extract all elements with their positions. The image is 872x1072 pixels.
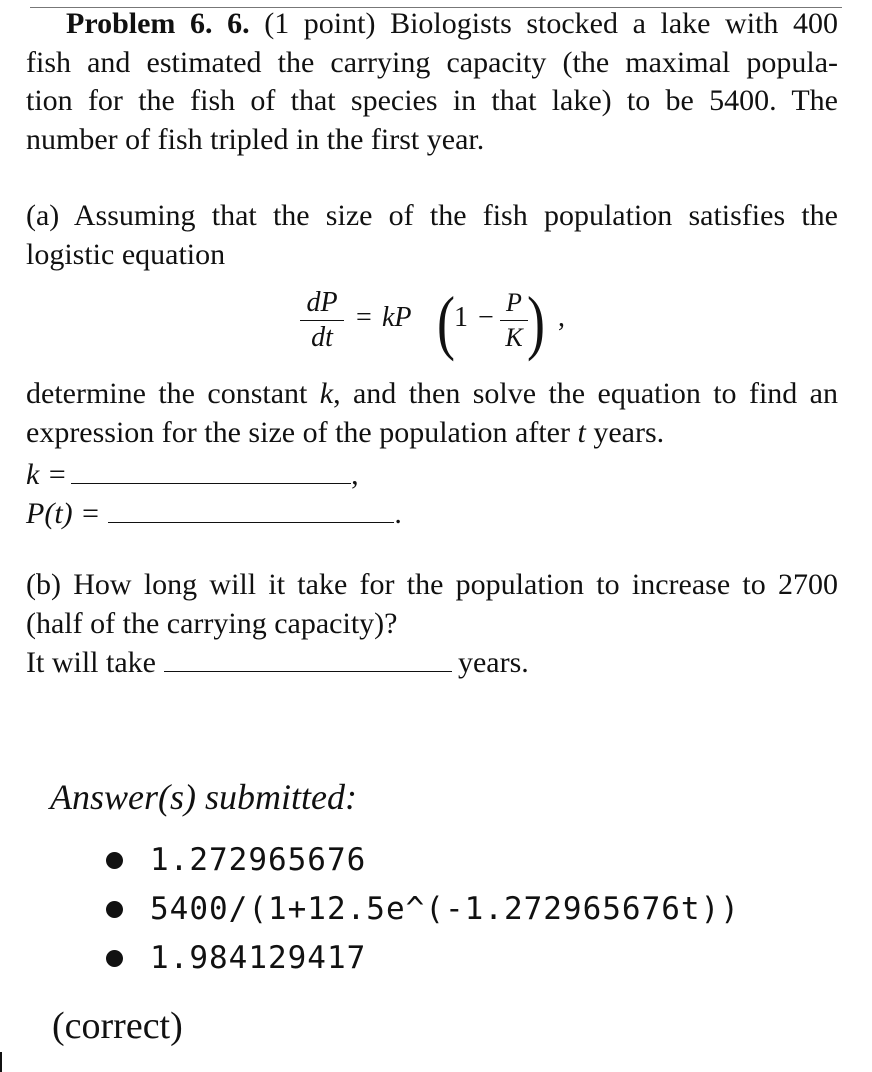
problem-text-1: Biologists stocked a lake with 400 — [390, 7, 838, 40]
det-text-2b: years. — [585, 415, 665, 449]
submitted-answers-list — [104, 838, 740, 985]
det-line-1 — [26, 375, 838, 414]
problem-statement — [26, 5, 838, 159]
submitted-answer-2 — [104, 887, 740, 936]
left-paren: ( — [436, 282, 455, 362]
det-text-2a: expression for the size of the population after — [26, 415, 578, 449]
formula-comma: , — [558, 302, 565, 333]
p-label: P(t) = — [26, 497, 101, 530]
problem-points: (1 point) — [264, 7, 376, 40]
answer-text: 1.272965676 — [150, 842, 367, 878]
det-line-2 — [26, 414, 838, 453]
p-answer-blank[interactable] — [108, 500, 394, 523]
ratio-denominator: K — [505, 323, 523, 352]
minus-sign: − — [478, 302, 494, 333]
answers-submitted-heading: Answer(s) submitted: — [50, 777, 357, 817]
bullet-icon — [106, 852, 123, 869]
answer-text: 1.984129417 — [150, 940, 367, 976]
problem-line-1 — [26, 5, 838, 44]
part-b-line-2: (half of the carrying capacity)? — [26, 606, 398, 640]
part-b-line-1: (b) How long will it take for the population to increase to 2700 — [26, 568, 838, 601]
edge-marker — [0, 1052, 2, 1072]
part-b-question — [26, 566, 838, 643]
equals-sign: = — [356, 302, 372, 333]
time-suffix: years. — [457, 646, 529, 679]
part-a-intro — [26, 197, 838, 274]
part-a-line-2: logistic equation — [26, 237, 226, 271]
ratio-numerator: P — [506, 288, 522, 317]
answer-text: 5400/(1+12.5e^(-1.272965676t)) — [150, 891, 740, 927]
det-text-1b: , and then solve the equation to find an — [333, 377, 838, 410]
submitted-answer-3 — [104, 936, 740, 985]
k-suffix: , — [351, 458, 359, 491]
logistic-equation — [300, 282, 620, 372]
problem-line-2: fish and estimated the carrying capacity (the maximal popula- — [26, 45, 838, 79]
time-prefix: It will take — [26, 646, 156, 679]
part-a-line-1: (a) Assuming that the size of the fish population satisfies the — [26, 199, 838, 232]
time-answer-blank[interactable] — [164, 649, 452, 672]
problem-heading: Problem 6. 6. — [66, 7, 250, 40]
derivative-fraction — [300, 286, 344, 355]
p-suffix: . — [394, 497, 402, 530]
det-t-symbol: t — [577, 415, 586, 449]
problem-line-3: tion for the fish of that species in that lake) to be 5400. The — [26, 84, 838, 117]
submitted-answer-1 — [104, 838, 740, 887]
result-status: (correct) — [52, 1005, 183, 1047]
k-answer-row — [26, 456, 359, 494]
p-answer-row — [26, 495, 402, 533]
k-answer-blank[interactable] — [71, 461, 351, 484]
bullet-icon — [106, 950, 123, 967]
kp-term: kP — [382, 302, 412, 333]
det-k-symbol: k — [319, 377, 334, 410]
one-term: 1 — [454, 302, 468, 333]
part-a-instructions — [26, 375, 838, 452]
fraction-denominator: dt — [311, 322, 333, 353]
time-answer-row — [26, 644, 529, 682]
det-text-1a: determine the constant — [26, 377, 320, 410]
bullet-icon — [106, 901, 123, 918]
problem-line-4: number of fish tripled in the first year. — [26, 122, 485, 156]
fraction-numerator: dP — [306, 287, 338, 318]
right-paren: ) — [526, 282, 545, 362]
k-label: k = — [26, 458, 68, 491]
ratio-fraction — [500, 286, 528, 355]
